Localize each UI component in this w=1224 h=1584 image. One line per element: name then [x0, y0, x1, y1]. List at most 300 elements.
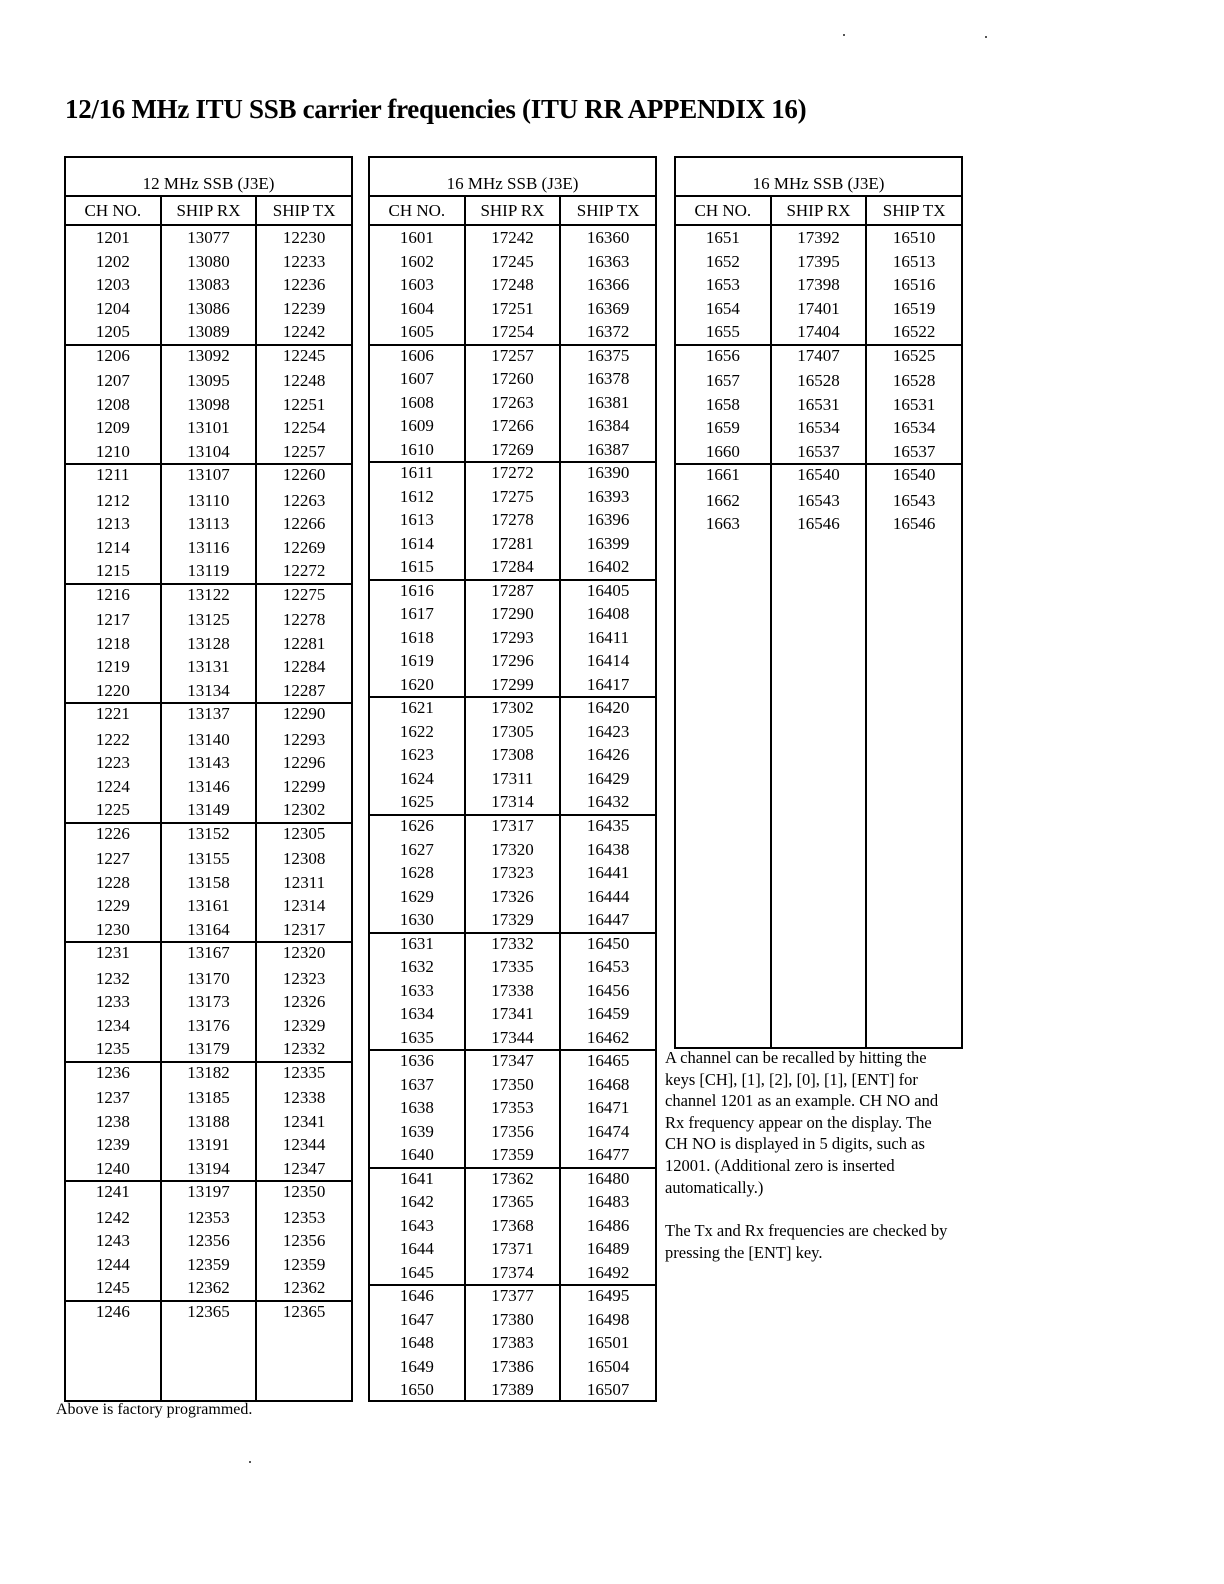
cell-ch-no: 1246	[95, 1301, 130, 1321]
cell-ship-rx: 13110	[160, 489, 256, 513]
cell-ship-tx: 16510	[865, 226, 961, 250]
table-row	[370, 1190, 655, 1214]
cell-ship-rx: 17308	[464, 743, 560, 767]
cell-ch-no: 1604	[399, 298, 434, 318]
table-row	[676, 226, 961, 250]
cell-ch-no: 1243	[95, 1231, 130, 1250]
table-row	[676, 440, 961, 464]
cell-ship-tx: 12308	[255, 847, 351, 871]
cell-ship-rx: 13098	[160, 393, 256, 417]
table-row	[370, 579, 655, 603]
table-row	[676, 344, 961, 370]
table-row	[370, 955, 655, 979]
cell-ship-tx: 16492	[559, 1261, 655, 1285]
cell-ship-tx: 16396	[559, 508, 655, 532]
cell-ship-tx: 16429	[559, 767, 655, 791]
cell-ship-rx: 13116	[160, 536, 256, 560]
cell-ship-tx: 16435	[559, 816, 655, 838]
cell-ship-rx: 13191	[160, 1133, 256, 1157]
cell-ship-tx: 16486	[559, 1214, 655, 1238]
cell-ship-rx: 17254	[464, 320, 560, 344]
table-row	[66, 728, 351, 752]
table-row	[676, 297, 961, 321]
col-ship-rx: SHIP RX	[160, 197, 256, 224]
cell-ship-rx: 17383	[464, 1331, 560, 1355]
cell-ch-no: 1212	[95, 490, 130, 510]
table-row	[370, 1331, 655, 1355]
cell-ch-no: 1601	[399, 228, 434, 247]
cell-ship-rx: 16528	[770, 369, 866, 393]
cell-ship-rx: 13161	[160, 894, 256, 918]
cell-ship-tx: 16426	[559, 743, 655, 767]
table-row	[370, 790, 655, 814]
cell-ship-tx: 16390	[559, 463, 655, 485]
cell-ship-rx: 13128	[160, 632, 256, 656]
table-row	[66, 1014, 351, 1038]
table-empty-space	[676, 536, 961, 1050]
cell-ship-tx: 16432	[559, 790, 655, 814]
cell-ch-no: 1645	[399, 1262, 434, 1282]
table-row	[66, 1086, 351, 1110]
cell-ship-tx: 16444	[559, 885, 655, 909]
cell-ship-tx: 16477	[559, 1143, 655, 1167]
table-row	[66, 463, 351, 489]
cell-ship-tx: 12272	[255, 559, 351, 583]
cell-ch-no: 1230	[95, 919, 130, 939]
cell-ship-tx: 16501	[559, 1331, 655, 1355]
cell-ship-tx: 12353	[255, 1206, 351, 1230]
table-body	[66, 226, 351, 1402]
cell-ship-rx: 17272	[464, 463, 560, 485]
scan-speck	[985, 36, 987, 38]
table-row	[66, 297, 351, 321]
cell-ship-tx: 16381	[559, 391, 655, 415]
cell-ch-no: 1242	[95, 1207, 130, 1227]
cell-ship-tx: 12260	[255, 465, 351, 489]
cell-ship-tx: 16399	[559, 532, 655, 556]
cell-ship-tx: 12305	[255, 824, 351, 848]
table-row	[66, 702, 351, 728]
cell-ch-no: 1658	[705, 394, 740, 414]
table-row	[66, 822, 351, 848]
cell-ship-rx: 17371	[464, 1237, 560, 1261]
table-row	[370, 1308, 655, 1332]
cell-ship-tx: 16414	[559, 649, 655, 673]
table-title	[370, 158, 655, 197]
cell-ship-rx: 13131	[160, 655, 256, 679]
cell-ship-tx: 12236	[255, 273, 351, 297]
table-row	[66, 536, 351, 560]
col-ch-no: CH NO.	[84, 201, 142, 220]
table-row	[370, 673, 655, 697]
cell-ship-rx: 13092	[160, 346, 256, 370]
cell-ship-tx: 12362	[255, 1276, 351, 1300]
table-row	[370, 1002, 655, 1026]
footer-note: Above is factory programmed.	[56, 1401, 253, 1418]
cell-ch-no: 1201	[95, 228, 130, 247]
table-row	[66, 967, 351, 991]
cell-ch-no: 1224	[95, 776, 130, 796]
cell-ship-tx: 16543	[865, 489, 961, 513]
table-row	[370, 297, 655, 321]
cell-ship-tx: 16525	[865, 346, 961, 370]
table-row	[370, 1049, 655, 1073]
table-row	[370, 602, 655, 626]
cell-ship-tx: 12290	[255, 704, 351, 728]
cell-ship-rx: 17341	[464, 1002, 560, 1026]
cell-ship-tx: 16378	[559, 367, 655, 391]
table-row	[370, 1120, 655, 1144]
cell-ship-tx: 16360	[559, 226, 655, 250]
cell-ship-rx: 17281	[464, 532, 560, 556]
cell-ship-rx: 13134	[160, 679, 256, 703]
table-row	[66, 1206, 351, 1230]
cell-ship-rx: 13149	[160, 798, 256, 822]
cell-ch-no: 1629	[399, 886, 434, 906]
scan-speck	[843, 34, 845, 36]
cell-ch-no: 1221	[95, 704, 130, 723]
cell-ship-rx: 13146	[160, 775, 256, 799]
cell-ship-rx: 13164	[160, 918, 256, 942]
cell-ship-rx: 17398	[770, 273, 866, 297]
cell-ship-tx: 12257	[255, 440, 351, 464]
cell-ship-tx: 12230	[255, 226, 351, 250]
table-row	[66, 369, 351, 393]
cell-ship-rx: 17389	[464, 1378, 560, 1402]
cell-ship-tx: 12248	[255, 369, 351, 393]
cell-ship-tx: 12323	[255, 967, 351, 991]
check-note: The Tx and Rx frequencies are checked by pressing the [ENT] key.	[665, 1221, 948, 1262]
cell-ch-no: 1603	[399, 275, 434, 294]
cell-ch-no: 1657	[705, 371, 740, 390]
cell-ch-no: 1606	[399, 345, 434, 365]
cell-ship-tx: 12284	[255, 655, 351, 679]
cell-ship-rx: 13155	[160, 847, 256, 871]
cell-ship-rx: 17305	[464, 720, 560, 744]
cell-ship-rx: 17404	[770, 320, 866, 344]
cell-ch-no: 1228	[95, 872, 130, 892]
cell-ship-rx: 17344	[464, 1026, 560, 1050]
table-row	[66, 320, 351, 344]
cell-ship-tx: 12326	[255, 990, 351, 1014]
cell-ship-rx: 17365	[464, 1190, 560, 1214]
cell-ch-no: 1214	[95, 537, 130, 557]
cell-ship-tx: 16411	[559, 626, 655, 650]
cell-ship-tx: 16522	[865, 320, 961, 344]
table-row	[370, 438, 655, 462]
cell-ship-rx: 16531	[770, 393, 866, 417]
cell-ship-tx: 12335	[255, 1063, 351, 1087]
table-row	[66, 1110, 351, 1134]
cell-ship-tx: 12332	[255, 1037, 351, 1061]
cell-ship-rx: 13137	[160, 704, 256, 728]
cell-ship-rx: 17377	[464, 1286, 560, 1308]
cell-ship-tx: 12359	[255, 1253, 351, 1277]
cell-ship-rx: 12365	[160, 1302, 256, 1326]
cell-ship-rx: 16537	[770, 440, 866, 464]
cell-ch-no: 1617	[399, 604, 434, 624]
table-row	[370, 932, 655, 956]
cell-ship-tx: 12239	[255, 297, 351, 321]
cell-ch-no: 1616	[399, 580, 434, 600]
cell-ship-tx: 16375	[559, 346, 655, 368]
table-row	[66, 1229, 351, 1253]
cell-ch-no: 1211	[96, 465, 130, 484]
cell-ship-rx: 17293	[464, 626, 560, 650]
cell-ship-rx: 17290	[464, 602, 560, 626]
cell-ship-tx: 16408	[559, 602, 655, 626]
cell-ship-rx: 17287	[464, 581, 560, 603]
cell-ch-no: 1638	[399, 1098, 434, 1118]
cell-ch-no: 1641	[399, 1168, 434, 1188]
cell-ship-tx: 12311	[255, 871, 351, 895]
table-row	[66, 990, 351, 1014]
cell-ship-rx: 12359	[160, 1253, 256, 1277]
cell-ship-rx: 17296	[464, 649, 560, 673]
cell-ship-tx: 16489	[559, 1237, 655, 1261]
cell-ship-tx: 16384	[559, 414, 655, 438]
table-row	[676, 273, 961, 297]
cell-ch-no: 1607	[399, 369, 434, 389]
cell-ship-rx: 17314	[464, 790, 560, 814]
cell-ship-rx: 17266	[464, 414, 560, 438]
cell-ch-no: 1611	[400, 463, 434, 483]
cell-ship-rx: 13173	[160, 990, 256, 1014]
table-row	[676, 489, 961, 513]
cell-ship-rx: 17320	[464, 838, 560, 862]
cell-ch-no: 1623	[399, 745, 434, 765]
table-row	[370, 414, 655, 438]
cell-ship-tx: 16393	[559, 485, 655, 509]
cell-ch-no: 1642	[399, 1192, 434, 1212]
cell-ch-no: 1646	[399, 1286, 434, 1306]
cell-ch-no: 1627	[399, 839, 434, 859]
table-row	[370, 838, 655, 862]
col-ship-rx: SHIP RX	[770, 197, 866, 224]
table-row	[370, 1073, 655, 1097]
cell-ch-no: 1235	[95, 1039, 130, 1058]
cell-ch-no: 1232	[95, 968, 130, 988]
cell-ship-tx: 16405	[559, 581, 655, 603]
cell-ship-rx: 17335	[464, 955, 560, 979]
cell-ship-tx: 16480	[559, 1169, 655, 1191]
cell-ship-rx: 13122	[160, 585, 256, 609]
cell-ship-tx: 16438	[559, 838, 655, 862]
table-row	[370, 1284, 655, 1308]
cell-ch-no: 1207	[95, 371, 130, 390]
cell-ship-rx: 16543	[770, 489, 866, 513]
cell-ship-rx: 12353	[160, 1206, 256, 1230]
cell-ship-tx: 12245	[255, 346, 351, 370]
table-title-text: 16 MHz SSB (J3E)	[752, 174, 885, 193]
cell-ship-tx: 16468	[559, 1073, 655, 1097]
cell-ch-no: 1615	[399, 557, 434, 577]
table-row	[370, 1261, 655, 1285]
cell-ship-rx: 17392	[770, 226, 866, 250]
cell-ship-tx: 16534	[865, 416, 961, 440]
cell-ship-tx: 16531	[865, 393, 961, 417]
cell-ch-no: 1633	[399, 980, 434, 1000]
cell-ch-no: 1650	[399, 1380, 434, 1400]
cell-ch-no: 1220	[95, 680, 130, 700]
cell-ship-rx: 13077	[160, 226, 256, 250]
table-row	[370, 814, 655, 838]
table-row	[66, 512, 351, 536]
table-row	[676, 512, 961, 536]
cell-ch-no: 1653	[705, 275, 740, 294]
cell-ch-no: 1234	[95, 1015, 130, 1035]
cell-ship-rx: 17353	[464, 1096, 560, 1120]
cell-ship-rx: 17245	[464, 250, 560, 274]
cell-ch-no: 1630	[399, 910, 434, 930]
table-row	[370, 1026, 655, 1050]
cell-ch-no: 1237	[95, 1088, 130, 1107]
empty-column	[865, 536, 961, 1050]
table-row	[370, 320, 655, 344]
table-row	[66, 583, 351, 609]
table-title-text: 12 MHz SSB (J3E)	[142, 174, 275, 193]
empty-column	[66, 1325, 160, 1402]
cell-ch-no: 1651	[705, 228, 740, 247]
cell-ch-no: 1205	[95, 322, 130, 341]
cell-ship-tx: 12344	[255, 1133, 351, 1157]
table-title	[676, 158, 961, 197]
cell-ch-no: 1219	[95, 657, 130, 676]
table-row	[370, 767, 655, 791]
cell-ship-tx: 12251	[255, 393, 351, 417]
cell-ship-rx: 17317	[464, 816, 560, 838]
cell-ship-rx: 13089	[160, 320, 256, 344]
table-row	[66, 918, 351, 942]
cell-ch-no: 1231	[95, 943, 130, 962]
table-header	[676, 197, 961, 226]
table-row	[676, 416, 961, 440]
cell-ship-rx: 17284	[464, 555, 560, 579]
cell-ch-no: 1610	[399, 439, 434, 459]
cell-ch-no: 1644	[399, 1239, 434, 1259]
table-row	[370, 461, 655, 485]
table-row	[66, 226, 351, 250]
cell-ship-tx: 16471	[559, 1096, 655, 1120]
cell-ship-tx: 16441	[559, 861, 655, 885]
cell-ship-rx: 13113	[160, 512, 256, 536]
cell-ship-tx: 16507	[559, 1378, 655, 1402]
cell-ch-no: 1613	[399, 510, 434, 530]
table-row	[66, 798, 351, 822]
recall-note: A channel can be recalled by hitting the keys [CH], [1], [2], [0], [1], [ENT] for channel 1201 as an example. CH NO and Rx frequency appear on the display. The CH NO is displayed in 5 digits, such as 12001. (Additional zero is inserted automatically.)	[665, 1048, 939, 1197]
cell-ch-no: 1238	[95, 1111, 130, 1131]
cell-ship-rx: 17347	[464, 1051, 560, 1073]
table-row	[66, 1157, 351, 1181]
table-body	[676, 226, 961, 1049]
cell-ch-no: 1240	[95, 1158, 130, 1178]
cell-ch-no: 1659	[705, 418, 740, 437]
cell-ch-no: 1222	[95, 729, 130, 749]
cell-ship-tx: 16402	[559, 555, 655, 579]
cell-ship-rx: 17356	[464, 1120, 560, 1144]
cell-ship-rx: 13080	[160, 250, 256, 274]
cell-ch-no: 1223	[95, 753, 130, 772]
cell-ship-tx: 16459	[559, 1002, 655, 1026]
cell-ch-no: 1648	[399, 1333, 434, 1353]
cell-ch-no: 1647	[399, 1309, 434, 1329]
cell-ch-no: 1618	[399, 627, 434, 647]
cell-ship-tx: 16456	[559, 979, 655, 1003]
table-row	[370, 485, 655, 509]
cell-ship-rx: 17260	[464, 367, 560, 391]
cell-ship-rx: 13095	[160, 369, 256, 393]
cell-ch-no: 1626	[399, 815, 434, 835]
cell-ship-tx: 16495	[559, 1286, 655, 1308]
table-row	[370, 649, 655, 673]
cell-ch-no: 1216	[95, 584, 130, 604]
table-row	[370, 250, 655, 274]
cell-ship-rx: 17401	[770, 297, 866, 321]
cell-ship-tx: 12320	[255, 943, 351, 967]
cell-ship-rx: 17350	[464, 1073, 560, 1097]
cell-ch-no: 1655	[705, 322, 740, 341]
scan-speck	[249, 1461, 251, 1463]
cell-ch-no: 1244	[95, 1254, 130, 1274]
cell-ship-tx: 16366	[559, 273, 655, 297]
col-ship-tx: SHIP TX	[255, 197, 351, 224]
cell-ship-tx: 16417	[559, 673, 655, 697]
cell-ship-tx: 16519	[865, 297, 961, 321]
cell-ch-no: 1605	[399, 322, 434, 341]
cell-ship-tx: 12338	[255, 1086, 351, 1110]
table-row	[370, 273, 655, 297]
table-row	[370, 367, 655, 391]
table-16mhz-a	[368, 156, 657, 1402]
table-row	[676, 393, 961, 417]
cell-ship-rx: 13158	[160, 871, 256, 895]
cell-ch-no: 1203	[95, 275, 130, 294]
cell-ship-tx: 12329	[255, 1014, 351, 1038]
table-row	[370, 1143, 655, 1167]
table-row	[66, 608, 351, 632]
table-row	[370, 1096, 655, 1120]
cell-ship-tx: 16546	[865, 512, 961, 536]
table-row	[66, 1276, 351, 1300]
cell-ship-rx: 17329	[464, 908, 560, 932]
table-row	[370, 532, 655, 556]
table-row	[66, 751, 351, 775]
table-row	[66, 344, 351, 370]
cell-ship-rx: 13152	[160, 824, 256, 848]
cell-ch-no: 1239	[95, 1135, 130, 1154]
cell-ship-rx: 13101	[160, 416, 256, 440]
table-row	[66, 679, 351, 703]
cell-ch-no: 1660	[705, 441, 740, 461]
cell-ch-no: 1241	[95, 1182, 130, 1201]
table-row	[370, 885, 655, 909]
table-title	[66, 158, 351, 197]
cell-ship-rx: 17380	[464, 1308, 560, 1332]
cell-ch-no: 1643	[399, 1215, 434, 1235]
table-row	[66, 1037, 351, 1061]
cell-ch-no: 1229	[95, 896, 130, 915]
cell-ship-tx: 12287	[255, 679, 351, 703]
cell-ship-rx: 17269	[464, 438, 560, 462]
cell-ship-rx: 13143	[160, 751, 256, 775]
cell-ship-rx: 17362	[464, 1169, 560, 1191]
cell-ch-no: 1226	[95, 823, 130, 843]
cell-ship-rx: 17251	[464, 297, 560, 321]
cell-ship-tx: 12242	[255, 320, 351, 344]
cell-ship-rx: 17278	[464, 508, 560, 532]
cell-ship-rx: 13125	[160, 608, 256, 632]
cell-ch-no: 1631	[399, 933, 434, 953]
